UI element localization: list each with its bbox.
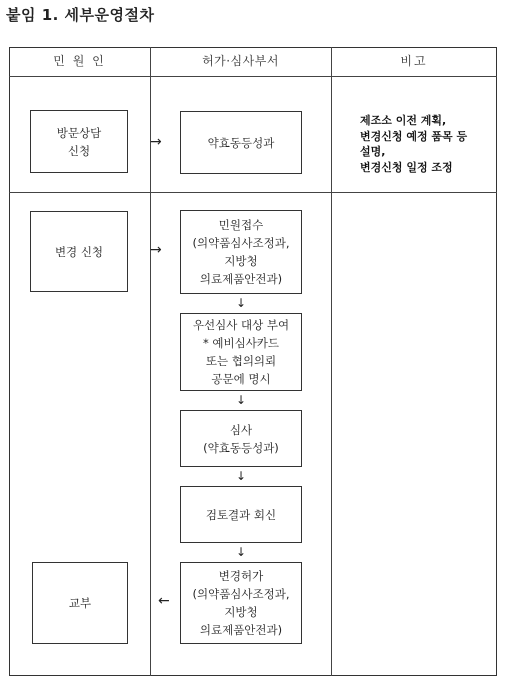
down-arrow: ↓	[236, 393, 247, 407]
reception-box	[180, 210, 302, 294]
change-approval-box	[180, 562, 302, 644]
page-title: 붙임 1. 세부운영절차	[6, 6, 155, 24]
priority-line: 공문에 명시	[211, 372, 271, 386]
change-request-box	[30, 211, 128, 292]
remarks-line: 설명,	[360, 145, 386, 158]
reply-label: 검토결과 회신	[205, 507, 277, 522]
review-result-reply-box	[180, 486, 302, 543]
down-arrow: ↓	[236, 469, 247, 483]
reception-line: (의약품심사조정과,	[192, 236, 290, 250]
delivery-box	[32, 562, 128, 644]
consult-line: 방문상담	[56, 125, 102, 140]
reception-line: 의료제품안전과)	[199, 272, 283, 286]
approval-line: 지방청	[224, 605, 258, 619]
priority-line: * 예비심사카드	[202, 336, 280, 350]
header-applicant: 민 원 인	[53, 54, 106, 68]
reception-line: 지방청	[224, 254, 258, 268]
priority-review-box	[180, 313, 302, 391]
approval-line: (의약품심사조정과,	[192, 587, 290, 601]
right-arrow: →	[150, 242, 162, 258]
delivery-label: 교부	[68, 596, 92, 610]
review-box	[180, 410, 302, 467]
priority-line: 또는 협의의뢰	[205, 354, 277, 368]
review-line: 심사	[229, 422, 253, 437]
approval-line: 의료제품안전과)	[199, 623, 283, 637]
review-line: (약효동등성과)	[203, 440, 279, 455]
right-arrow: →	[150, 134, 162, 150]
row-divider	[9, 192, 497, 193]
remarks-line: 변경신청 일정 조정	[360, 160, 453, 174]
change-request-label: 변경 신청	[54, 244, 104, 259]
consult-request-box	[30, 110, 128, 173]
header-remarks: 비고	[400, 54, 428, 68]
header-divider	[9, 76, 497, 77]
column-divider	[331, 47, 332, 676]
remarks-line: 변경신청 예정 품목 등	[360, 129, 468, 143]
remarks-line: 제조소 이전 계획,	[360, 114, 447, 127]
remarks-note	[360, 113, 467, 175]
header-department: 허가·심사부서	[202, 54, 279, 68]
left-arrow: ←	[158, 593, 170, 609]
down-arrow: ↓	[236, 545, 247, 559]
down-arrow: ↓	[236, 296, 247, 310]
reception-line: 민원접수	[218, 218, 264, 232]
review-dept-box	[180, 111, 302, 174]
review-dept-label: 약효동등성과	[207, 135, 275, 150]
approval-line: 변경허가	[218, 569, 264, 583]
consult-line: 신청	[67, 143, 91, 158]
priority-line: 우선심사 대상 부여	[192, 318, 290, 332]
